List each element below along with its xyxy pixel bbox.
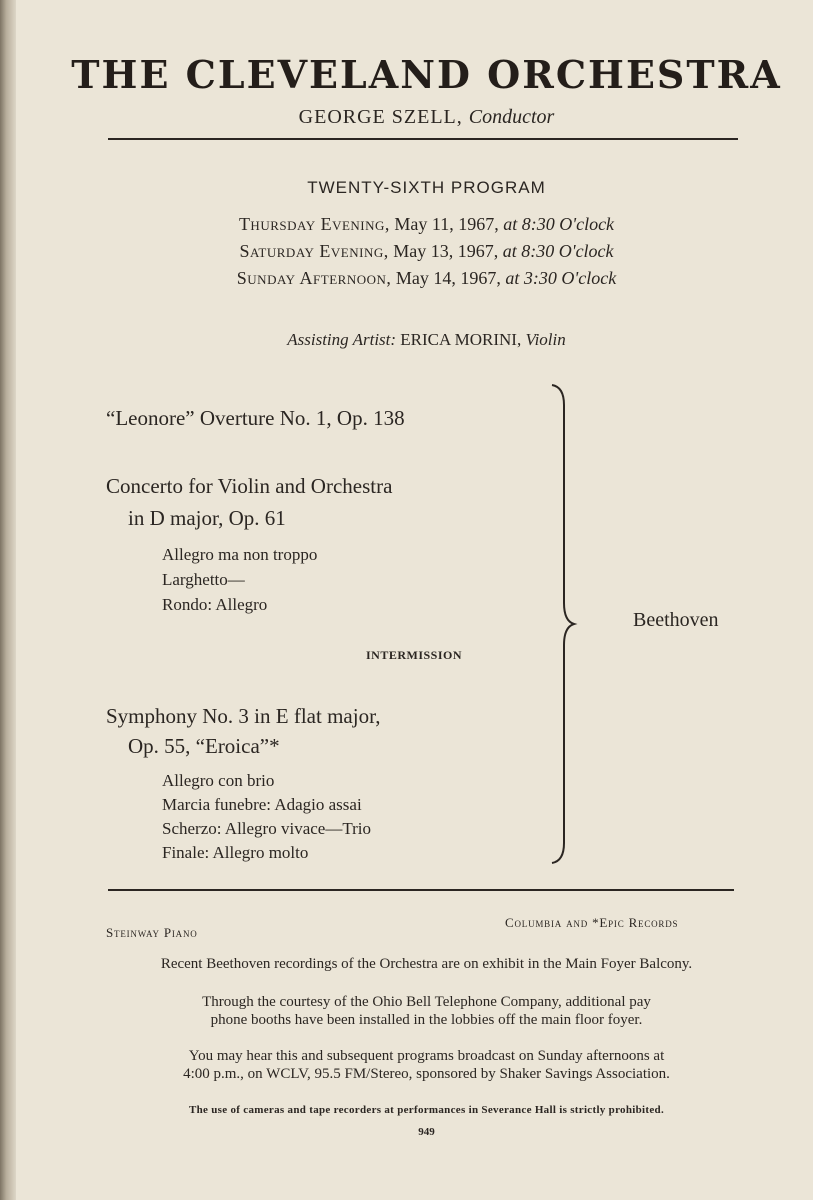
performance-date: May 13, 1967, — [393, 241, 499, 261]
orchestra-title: THE CLEVELAND ORCHESTRA — [71, 52, 782, 97]
performance-time: at 3:30 O'clock — [505, 268, 617, 288]
piano-credit: Steinway Piano — [106, 925, 198, 940]
intermission-label: INTERMISSION — [366, 648, 463, 662]
note-phone-line1: Through the courtesy of the Ohio Bell Telephone Company, additional pay — [202, 994, 651, 1010]
symphony-movement: Marcia funebre: Adagio assai — [162, 795, 362, 814]
performance-time: at 8:30 O'clock — [503, 214, 615, 234]
work-overture: “Leonore” Overture No. 1, Op. 138 — [106, 406, 405, 430]
assisting-name: ERICA MORINI, — [400, 330, 522, 349]
conductor-name: GEORGE SZELL, — [298, 106, 463, 128]
symphony-movement: Finale: Allegro molto — [162, 843, 309, 862]
symphony-movement: Allegro con brio — [162, 771, 275, 790]
performance-day: Thursday Evening, — [238, 214, 390, 234]
work-concerto-key: in D major, Op. 61 — [128, 506, 286, 530]
performance-day: Saturday Evening, — [239, 241, 389, 261]
assisting-artist — [20, 330, 813, 350]
performance-date: May 11, 1967, — [394, 214, 499, 234]
performance-saturday — [20, 241, 813, 262]
program-brace — [548, 383, 578, 865]
work-concerto-title: Concerto for Violin and Orchestra — [106, 474, 393, 498]
note-recordings: Recent Beethoven recordings of the Orchestra are on exhibit in the Main Foyer Balcony. — [160, 956, 693, 972]
assisting-label: Assisting Artist: — [287, 330, 397, 349]
page-number: 949 — [418, 1126, 435, 1138]
book-binding-shadow — [0, 0, 16, 1200]
concerto-movement: Larghetto— — [162, 570, 245, 589]
program-title: TWENTY-SIXTH PROGRAM — [307, 178, 546, 197]
concerto-movement: Rondo: Allegro — [162, 595, 268, 614]
performance-date: May 14, 1967, — [395, 268, 501, 288]
header-rule — [108, 138, 738, 140]
performance-sunday — [20, 268, 813, 289]
assisting-instrument: Violin — [525, 330, 566, 349]
note-broadcast-line2: 4:00 p.m., on WCLV, 95.5 FM/Stereo, sponsored by Shaker Savings Association. — [183, 1066, 670, 1082]
conductor-line — [20, 106, 813, 129]
work-symphony-opus: Op. 55, “Eroica”* — [128, 734, 280, 758]
performance-thursday — [20, 214, 813, 235]
performance-time: at 8:30 O'clock — [502, 241, 614, 261]
footer-rule — [108, 889, 734, 891]
note-broadcast-line1: You may hear this and subsequent programs broadcast on Sunday afternoons at — [188, 1048, 665, 1064]
records-credit: Columbia and *Epic Records — [505, 915, 679, 930]
conductor-role: Conductor — [468, 106, 555, 128]
symphony-movement: Scherzo: Allegro vivace—Trio — [162, 819, 371, 838]
camera-warning: The use of cameras and tape recorders at performances in Severance Hall is strictly prohibited. — [188, 1104, 665, 1116]
concerto-movement: Allegro ma non troppo — [162, 545, 318, 564]
performance-day: Sunday Afternoon, — [236, 268, 392, 288]
work-symphony-title: Symphony No. 3 in E flat major, — [106, 704, 381, 728]
note-phone-line2: phone booths have been installed in the lobbies off the main floor foyer. — [210, 1012, 643, 1028]
composer-name: Beethoven — [633, 609, 719, 631]
